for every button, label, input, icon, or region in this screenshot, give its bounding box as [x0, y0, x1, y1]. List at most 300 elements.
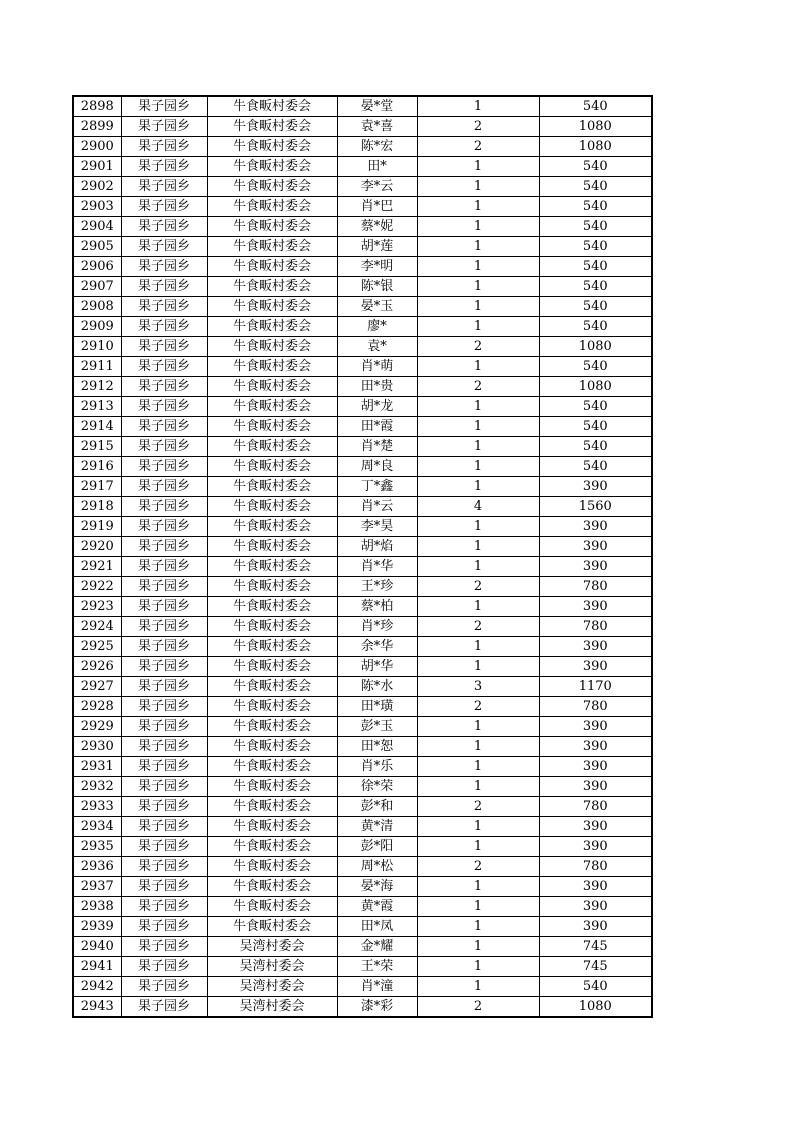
table-row [73, 297, 652, 317]
row-number-cell: 2932 [73, 777, 121, 797]
count-cell: 1 [417, 457, 539, 477]
name-cell: 周*松 [337, 857, 417, 877]
amount-cell: 390 [539, 897, 652, 917]
amount-cell: 540 [539, 297, 652, 317]
amount-cell: 540 [539, 217, 652, 237]
township-cell: 果子园乡 [121, 917, 207, 937]
count-cell: 2 [417, 117, 539, 137]
amount-cell: 390 [539, 537, 652, 557]
count-cell: 1 [417, 237, 539, 257]
table-row [73, 357, 652, 377]
table-row [73, 577, 652, 597]
name-cell: 田*凤 [337, 917, 417, 937]
village-committee-cell: 牛食畈村委会 [207, 157, 337, 177]
village-committee-cell: 牛食畈村委会 [207, 137, 337, 157]
township-cell: 果子园乡 [121, 737, 207, 757]
table-row [73, 417, 652, 437]
name-cell: 田*霞 [337, 417, 417, 437]
village-committee-cell: 牛食畈村委会 [207, 357, 337, 377]
village-committee-cell: 牛食畈村委会 [207, 597, 337, 617]
township-cell: 果子园乡 [121, 257, 207, 277]
row-number-cell: 2902 [73, 177, 121, 197]
township-cell: 果子园乡 [121, 937, 207, 957]
township-cell: 果子园乡 [121, 837, 207, 857]
township-cell: 果子园乡 [121, 657, 207, 677]
amount-cell: 540 [539, 257, 652, 277]
table-row [73, 117, 652, 137]
row-number-cell: 2907 [73, 277, 121, 297]
count-cell: 1 [417, 957, 539, 977]
table-row [73, 817, 652, 837]
row-number-cell: 2900 [73, 137, 121, 157]
amount-cell: 540 [539, 977, 652, 997]
township-cell: 果子园乡 [121, 457, 207, 477]
village-committee-cell: 吴湾村委会 [207, 997, 337, 1018]
amount-cell: 780 [539, 617, 652, 637]
count-cell: 1 [417, 637, 539, 657]
table-row [73, 177, 652, 197]
amount-cell: 540 [539, 96, 652, 117]
row-number-cell: 2913 [73, 397, 121, 417]
row-number-cell: 2905 [73, 237, 121, 257]
village-committee-cell: 牛食畈村委会 [207, 517, 337, 537]
count-cell: 1 [417, 817, 539, 837]
name-cell: 李*云 [337, 177, 417, 197]
count-cell: 1 [417, 437, 539, 457]
village-committee-cell: 牛食畈村委会 [207, 197, 337, 217]
table-row [73, 157, 652, 177]
township-cell: 果子园乡 [121, 117, 207, 137]
row-number-cell: 2903 [73, 197, 121, 217]
count-cell: 1 [417, 317, 539, 337]
row-number-cell: 2943 [73, 997, 121, 1018]
township-cell: 果子园乡 [121, 777, 207, 797]
township-cell: 果子园乡 [121, 977, 207, 997]
amount-cell: 390 [539, 717, 652, 737]
name-cell: 袁* [337, 337, 417, 357]
village-committee-cell: 牛食畈村委会 [207, 537, 337, 557]
row-number-cell: 2936 [73, 857, 121, 877]
row-number-cell: 2925 [73, 637, 121, 657]
name-cell: 漆*彩 [337, 997, 417, 1018]
row-number-cell: 2916 [73, 457, 121, 477]
village-committee-cell: 牛食畈村委会 [207, 757, 337, 777]
row-number-cell: 2919 [73, 517, 121, 537]
township-cell: 果子园乡 [121, 797, 207, 817]
village-committee-cell: 牛食畈村委会 [207, 577, 337, 597]
count-cell: 1 [417, 177, 539, 197]
row-number-cell: 2921 [73, 557, 121, 577]
table-row [73, 777, 652, 797]
village-committee-cell: 吴湾村委会 [207, 957, 337, 977]
township-cell: 果子园乡 [121, 997, 207, 1018]
row-number-cell: 2910 [73, 337, 121, 357]
name-cell: 肖*巴 [337, 197, 417, 217]
township-cell: 果子园乡 [121, 557, 207, 577]
village-committee-cell: 牛食畈村委会 [207, 277, 337, 297]
township-cell: 果子园乡 [121, 217, 207, 237]
amount-cell: 745 [539, 957, 652, 977]
village-committee-cell: 牛食畈村委会 [207, 477, 337, 497]
count-cell: 1 [417, 357, 539, 377]
count-cell: 1 [417, 397, 539, 417]
table-row [73, 217, 652, 237]
amount-cell: 390 [539, 777, 652, 797]
township-cell: 果子园乡 [121, 897, 207, 917]
township-cell: 果子园乡 [121, 477, 207, 497]
table-row [73, 937, 652, 957]
township-cell: 果子园乡 [121, 96, 207, 117]
row-number-cell: 2922 [73, 577, 121, 597]
table-row [73, 517, 652, 537]
village-committee-cell: 牛食畈村委会 [207, 797, 337, 817]
count-cell: 1 [417, 537, 539, 557]
amount-cell: 390 [539, 737, 652, 757]
count-cell: 2 [417, 797, 539, 817]
table-row [73, 717, 652, 737]
township-cell: 果子园乡 [121, 877, 207, 897]
count-cell: 1 [417, 917, 539, 937]
row-number-cell: 2927 [73, 677, 121, 697]
table-row [73, 457, 652, 477]
count-cell: 1 [417, 277, 539, 297]
row-number-cell: 2933 [73, 797, 121, 817]
village-committee-cell: 牛食畈村委会 [207, 557, 337, 577]
row-number-cell: 2898 [73, 96, 121, 117]
table-row [73, 997, 652, 1018]
records-table [72, 95, 653, 1018]
name-cell: 余*华 [337, 637, 417, 657]
row-number-cell: 2937 [73, 877, 121, 897]
count-cell: 1 [417, 297, 539, 317]
table-row [73, 737, 652, 757]
row-number-cell: 2909 [73, 317, 121, 337]
amount-cell: 390 [539, 837, 652, 857]
count-cell: 2 [417, 697, 539, 717]
row-number-cell: 2938 [73, 897, 121, 917]
amount-cell: 390 [539, 557, 652, 577]
name-cell: 晏*玉 [337, 297, 417, 317]
row-number-cell: 2899 [73, 117, 121, 137]
village-committee-cell: 牛食畈村委会 [207, 917, 337, 937]
name-cell: 黄*清 [337, 817, 417, 837]
count-cell: 1 [417, 937, 539, 957]
village-committee-cell: 牛食畈村委会 [207, 437, 337, 457]
row-number-cell: 2929 [73, 717, 121, 737]
village-committee-cell: 牛食畈村委会 [207, 837, 337, 857]
amount-cell: 1080 [539, 117, 652, 137]
name-cell: 彭*玉 [337, 717, 417, 737]
amount-cell: 390 [539, 517, 652, 537]
count-cell: 2 [417, 857, 539, 877]
amount-cell: 540 [539, 157, 652, 177]
table-row [73, 597, 652, 617]
name-cell: 肖*潼 [337, 977, 417, 997]
village-committee-cell: 牛食畈村委会 [207, 857, 337, 877]
count-cell: 3 [417, 677, 539, 697]
table-row [73, 197, 652, 217]
amount-cell: 390 [539, 657, 652, 677]
name-cell: 李*昊 [337, 517, 417, 537]
amount-cell: 540 [539, 197, 652, 217]
row-number-cell: 2928 [73, 697, 121, 717]
name-cell: 陈*水 [337, 677, 417, 697]
table-row [73, 897, 652, 917]
name-cell: 肖*华 [337, 557, 417, 577]
village-committee-cell: 牛食畈村委会 [207, 897, 337, 917]
row-number-cell: 2930 [73, 737, 121, 757]
village-committee-cell: 牛食畈村委会 [207, 237, 337, 257]
name-cell: 周*良 [337, 457, 417, 477]
name-cell: 袁*喜 [337, 117, 417, 137]
village-committee-cell: 牛食畈村委会 [207, 497, 337, 517]
table-row [73, 677, 652, 697]
village-committee-cell: 牛食畈村委会 [207, 777, 337, 797]
township-cell: 果子园乡 [121, 757, 207, 777]
row-number-cell: 2941 [73, 957, 121, 977]
amount-cell: 780 [539, 697, 652, 717]
village-committee-cell: 牛食畈村委会 [207, 697, 337, 717]
count-cell: 2 [417, 997, 539, 1018]
table-row [73, 537, 652, 557]
amount-cell: 390 [539, 637, 652, 657]
count-cell: 1 [417, 417, 539, 437]
count-cell: 2 [417, 577, 539, 597]
table-row [73, 857, 652, 877]
table-row [73, 797, 652, 817]
count-cell: 1 [417, 777, 539, 797]
village-committee-cell: 牛食畈村委会 [207, 617, 337, 637]
name-cell: 晏*堂 [337, 96, 417, 117]
amount-cell: 390 [539, 877, 652, 897]
name-cell: 胡*华 [337, 657, 417, 677]
table-row [73, 977, 652, 997]
row-number-cell: 2935 [73, 837, 121, 857]
count-cell: 1 [417, 557, 539, 577]
count-cell: 1 [417, 157, 539, 177]
amount-cell: 390 [539, 817, 652, 837]
township-cell: 果子园乡 [121, 357, 207, 377]
amount-cell: 780 [539, 857, 652, 877]
name-cell: 丁*鑫 [337, 477, 417, 497]
name-cell: 王*珍 [337, 577, 417, 597]
table-row [73, 377, 652, 397]
amount-cell: 540 [539, 177, 652, 197]
name-cell: 田*恕 [337, 737, 417, 757]
row-number-cell: 2918 [73, 497, 121, 517]
name-cell: 徐*荣 [337, 777, 417, 797]
name-cell: 晏*海 [337, 877, 417, 897]
village-committee-cell: 吴湾村委会 [207, 937, 337, 957]
name-cell: 胡*焰 [337, 537, 417, 557]
table-row [73, 96, 652, 117]
row-number-cell: 2934 [73, 817, 121, 837]
count-cell: 1 [417, 737, 539, 757]
township-cell: 果子园乡 [121, 537, 207, 557]
count-cell: 1 [417, 217, 539, 237]
amount-cell: 1080 [539, 377, 652, 397]
amount-cell: 1080 [539, 337, 652, 357]
row-number-cell: 2912 [73, 377, 121, 397]
row-number-cell: 2920 [73, 537, 121, 557]
name-cell: 肖*萌 [337, 357, 417, 377]
row-number-cell: 2906 [73, 257, 121, 277]
count-cell: 1 [417, 897, 539, 917]
amount-cell: 1080 [539, 137, 652, 157]
count-cell: 1 [417, 877, 539, 897]
row-number-cell: 2914 [73, 417, 121, 437]
village-committee-cell: 牛食畈村委会 [207, 417, 337, 437]
township-cell: 果子园乡 [121, 297, 207, 317]
village-committee-cell: 牛食畈村委会 [207, 257, 337, 277]
township-cell: 果子园乡 [121, 237, 207, 257]
row-number-cell: 2904 [73, 217, 121, 237]
village-committee-cell: 牛食畈村委会 [207, 677, 337, 697]
name-cell: 金*耀 [337, 937, 417, 957]
township-cell: 果子园乡 [121, 957, 207, 977]
name-cell: 蔡*妮 [337, 217, 417, 237]
amount-cell: 390 [539, 597, 652, 617]
amount-cell: 540 [539, 457, 652, 477]
table-row [73, 397, 652, 417]
name-cell: 田*贵 [337, 377, 417, 397]
township-cell: 果子园乡 [121, 397, 207, 417]
village-committee-cell: 牛食畈村委会 [207, 737, 337, 757]
name-cell: 肖*乐 [337, 757, 417, 777]
village-committee-cell: 牛食畈村委会 [207, 377, 337, 397]
table-row [73, 657, 652, 677]
count-cell: 2 [417, 137, 539, 157]
count-cell: 1 [417, 477, 539, 497]
amount-cell: 780 [539, 577, 652, 597]
count-cell: 2 [417, 337, 539, 357]
township-cell: 果子园乡 [121, 697, 207, 717]
amount-cell: 1080 [539, 997, 652, 1018]
village-committee-cell: 牛食畈村委会 [207, 337, 337, 357]
amount-cell: 540 [539, 317, 652, 337]
amount-cell: 1170 [539, 677, 652, 697]
count-cell: 2 [417, 377, 539, 397]
name-cell: 胡*莲 [337, 237, 417, 257]
table-row [73, 877, 652, 897]
village-committee-cell: 牛食畈村委会 [207, 317, 337, 337]
township-cell: 果子园乡 [121, 377, 207, 397]
township-cell: 果子园乡 [121, 197, 207, 217]
name-cell: 陈*宏 [337, 137, 417, 157]
name-cell: 廖* [337, 317, 417, 337]
amount-cell: 780 [539, 797, 652, 817]
row-number-cell: 2924 [73, 617, 121, 637]
amount-cell: 540 [539, 417, 652, 437]
table-row [73, 477, 652, 497]
table-row [73, 277, 652, 297]
row-number-cell: 2915 [73, 437, 121, 457]
name-cell: 肖*楚 [337, 437, 417, 457]
township-cell: 果子园乡 [121, 417, 207, 437]
village-committee-cell: 牛食畈村委会 [207, 217, 337, 237]
amount-cell: 390 [539, 477, 652, 497]
name-cell: 蔡*柏 [337, 597, 417, 617]
count-cell: 1 [417, 977, 539, 997]
table-row [73, 697, 652, 717]
township-cell: 果子园乡 [121, 857, 207, 877]
amount-cell: 390 [539, 757, 652, 777]
count-cell: 4 [417, 497, 539, 517]
village-committee-cell: 牛食畈村委会 [207, 817, 337, 837]
count-cell: 1 [417, 517, 539, 537]
village-committee-cell: 牛食畈村委会 [207, 297, 337, 317]
amount-cell: 390 [539, 917, 652, 937]
township-cell: 果子园乡 [121, 617, 207, 637]
amount-cell: 1560 [539, 497, 652, 517]
township-cell: 果子园乡 [121, 317, 207, 337]
table-row [73, 617, 652, 637]
table-row [73, 337, 652, 357]
township-cell: 果子园乡 [121, 177, 207, 197]
table-row [73, 637, 652, 657]
table-row [73, 757, 652, 777]
name-cell: 李*明 [337, 257, 417, 277]
name-cell: 彭*阳 [337, 837, 417, 857]
amount-cell: 540 [539, 357, 652, 377]
row-number-cell: 2917 [73, 477, 121, 497]
amount-cell: 540 [539, 237, 652, 257]
village-committee-cell: 吴湾村委会 [207, 977, 337, 997]
row-number-cell: 2939 [73, 917, 121, 937]
count-cell: 1 [417, 597, 539, 617]
village-committee-cell: 牛食畈村委会 [207, 637, 337, 657]
township-cell: 果子园乡 [121, 137, 207, 157]
name-cell: 肖*珍 [337, 617, 417, 637]
township-cell: 果子园乡 [121, 597, 207, 617]
count-cell: 1 [417, 197, 539, 217]
village-committee-cell: 牛食畈村委会 [207, 717, 337, 737]
amount-cell: 540 [539, 397, 652, 417]
township-cell: 果子园乡 [121, 497, 207, 517]
name-cell: 王*荣 [337, 957, 417, 977]
name-cell: 田* [337, 157, 417, 177]
township-cell: 果子园乡 [121, 637, 207, 657]
row-number-cell: 2923 [73, 597, 121, 617]
village-committee-cell: 牛食畈村委会 [207, 877, 337, 897]
count-cell: 1 [417, 257, 539, 277]
table-row [73, 557, 652, 577]
table-row [73, 317, 652, 337]
table-row [73, 237, 652, 257]
table-row [73, 497, 652, 517]
table-row [73, 437, 652, 457]
village-committee-cell: 牛食畈村委会 [207, 117, 337, 137]
table-row [73, 957, 652, 977]
count-cell: 2 [417, 617, 539, 637]
count-cell: 1 [417, 96, 539, 117]
row-number-cell: 2931 [73, 757, 121, 777]
count-cell: 1 [417, 717, 539, 737]
table-row [73, 837, 652, 857]
township-cell: 果子园乡 [121, 337, 207, 357]
township-cell: 果子园乡 [121, 277, 207, 297]
township-cell: 果子园乡 [121, 437, 207, 457]
row-number-cell: 2908 [73, 297, 121, 317]
township-cell: 果子园乡 [121, 817, 207, 837]
table-row [73, 137, 652, 157]
village-committee-cell: 牛食畈村委会 [207, 177, 337, 197]
count-cell: 1 [417, 657, 539, 677]
name-cell: 胡*龙 [337, 397, 417, 417]
row-number-cell: 2901 [73, 157, 121, 177]
row-number-cell: 2942 [73, 977, 121, 997]
name-cell: 黄*霞 [337, 897, 417, 917]
